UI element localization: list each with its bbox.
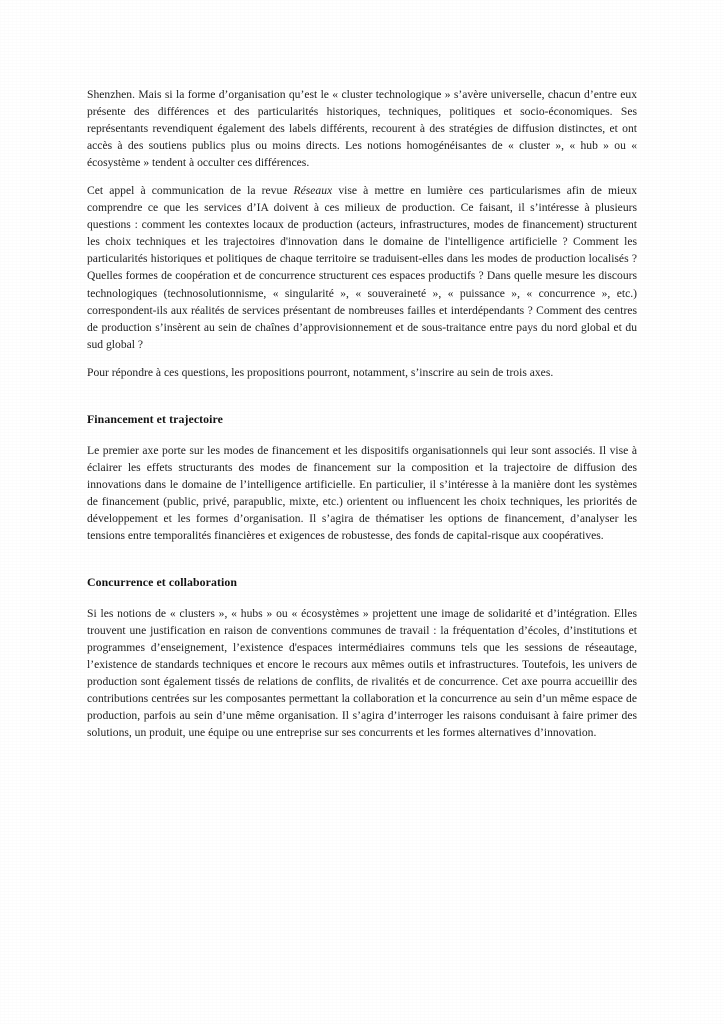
- section-heading-block-concurrence: [87, 574, 637, 591]
- paragraph-call-lead: Cet appel à communication de la revue: [87, 184, 294, 198]
- section-heading-concurrence-et-collaboration: Concurrence et collaboration: [87, 575, 238, 590]
- paragraph-continuation-shenzhen: Shenzhen. Mais si la forme d’organisation qu’est le « cluster technologique » s’avère universelle, chacun d’entre eux présente des différences et des particularités historiques, techniques, politiques et socio-économiques. Ses représentants revendiquent également des labels différents, recourent à des stratégies de diffusion distinctes, et ont accès à des soutiens publics plus ou moins directs. Les notions homogénéisantes de « cluster », « hub » ou « écosystème » tendent à occulter ces différences.: [87, 88, 637, 170]
- section-heading-block-financement: [87, 411, 637, 428]
- section-paragraph-concurrence-et-collaboration: Si les notions de « clusters », « hubs » ou « écosystèmes » projettent une image de solidarité et d’intégration. Elles trouvent une justification en raison de conventions communes de travail : la fréquentation d’écoles, d’institutions et programmes d’enseignement, l’existence d'espaces intermédiaires communs tels que les sessions de réseautage, l’existence de standards techniques et encore le recours aux mêmes outils et infrastructures. Toutefois, les univers de production sont également tissés de relations de conflits, de rivalités et de concurrence. Cet axe pourra accueillir des contributions centrées sur les composantes permettant la collaboration et la concurrence au sein d’un même espace de production, parfois au sein d’une même organisation. Il s’agira d’interroger les raisons conduisant à faire primer des solutions, un produit, une équipe ou une entreprise sur ses concurrents et les formes alternatives d’innovation.: [87, 607, 637, 740]
- paragraph-call-rest: vise à mettre en lumière ces particularismes afin de mieux comprendre ce que les services d’IA doivent à ces milieux de production. Ce faisant, il s’intéresse à plusieurs questions : comment les contextes locaux de production (acteurs, infrastructures, modes de financement) structurent les choix techniques et les trajectoires d'innovation dans le domaine de l'intelligence artificielle ? Comment les particularités historiques et politiques de chaque territoire se traduisent-elles dans les modes de production localisés ? Quelles formes de coopération et de concurrence structurent ces espaces productifs ? Dans quelle mesure les discours technologiques (technosolutionnisme, « singularité », « souveraineté », « puissance », « concurrence », etc.) correspondent-ils aux réalités de services présentant de nombreuses failles et interdépendants ? Comment des centres de production s’insèrent au sein de chaînes d’approvisionnement et de sous-traitance entre pays du nord global et du sud global ?: [87, 184, 637, 351]
- section-heading-financement-et-trajectoire: Financement et trajectoire: [87, 411, 224, 426]
- paragraph-three-axes-intro: Pour répondre à ces questions, les propositions pourront, notamment, s’inscrire au sein de trois axes.: [87, 365, 554, 379]
- paragraph-call-for-papers: [87, 182, 637, 352]
- document-body: [87, 86, 637, 741]
- journal-title-reseaux: Réseaux: [293, 184, 333, 198]
- section-paragraph-financement-et-trajectoire: Le premier axe porte sur les modes de financement et les dispositifs organisationnels qui leur sont associés. Il vise à éclairer les effets structurants des modes de financement sur la composition et la trajectoire de diffusion des innovations dans le domaine de l’intelligence artificielle. En particulier, il s’intéresse à la manière dont les systèmes de financement (public, privé, parapublic, mixte, etc.) orientent ou influencent les choix techniques, les priorités de développement et les formes d’organisation. Il s’agira de thématiser les options de financement, d’analyser les tensions entre temporalités financières et exigences de robustesse, des fonds de capital-risque aux coopératives.: [87, 443, 637, 542]
